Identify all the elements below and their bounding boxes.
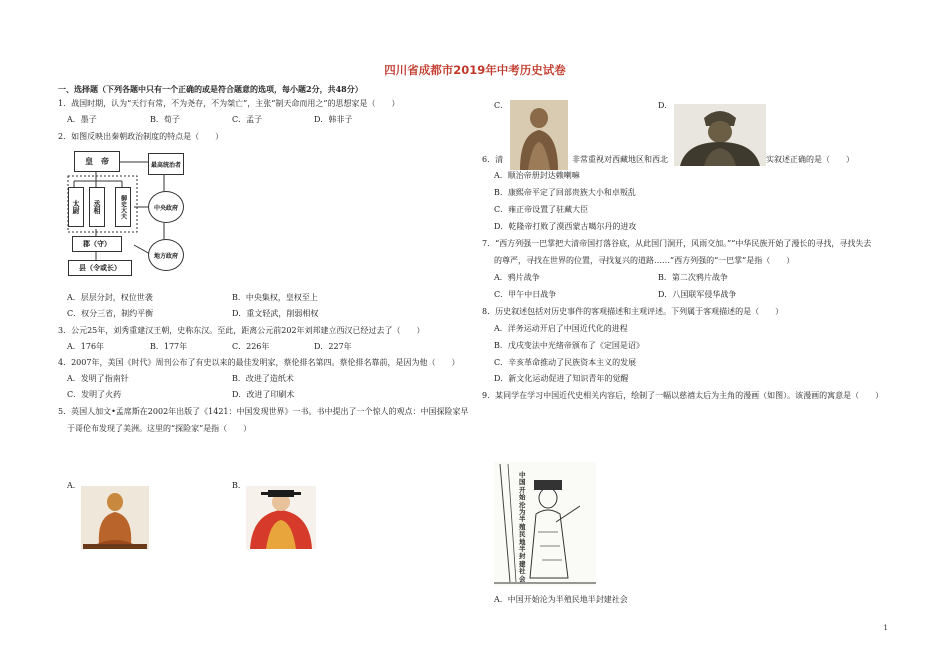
statue-figure-image <box>510 100 568 170</box>
q5-stem-line1: 5．英国人加文•孟席斯在2002年出版了《1421：中国发现世界》一书。书中提出了一个惊人的观点：中国探险家早 <box>58 407 469 416</box>
q3-option-a: A．176年 <box>67 342 105 351</box>
section-heading: 一、选择题（下列各题中只有一个正确的或是符合题意的选项，每小题2分，共48分） <box>58 84 363 94</box>
diagram-supreme-ruler: 最高统治者 <box>148 153 184 175</box>
q3-option-c: C．226年 <box>232 342 270 351</box>
q1-option-b: B．荀子 <box>150 115 180 124</box>
cartoon-caption: 中国开始沦为半殖民地半封建社会 <box>519 471 526 583</box>
q7-stem-line1: 7．“西方列强一巴掌把大清帝国打落谷底，从此国门洞开，风雨交加。”“中华民族开始了漫长的寻找，寻找失去 <box>482 239 872 248</box>
diagram-central-government: 中央政府 <box>148 191 184 223</box>
q1-option-d: D．韩非子 <box>314 115 353 124</box>
q2-option-a: A．层层分封，权位世袭 <box>67 293 153 302</box>
q2-option-d: D．重文轻武，削弱相权 <box>232 309 319 318</box>
q7-option-b: B．第二次鸦片战争 <box>658 273 728 282</box>
q8-option-a: A．洋务运动开启了中国近代化的进程 <box>494 324 628 333</box>
seated-statue-image <box>81 486 149 549</box>
q4-option-c: C．发明了火药 <box>67 390 122 399</box>
diagram-local-government: 地方政府 <box>148 239 184 271</box>
q6-option-a: A．顺治帝册封达赖喇嘛 <box>494 171 580 180</box>
q6-option-c: C．雍正帝设置了驻藏大臣 <box>494 205 589 214</box>
diagram-junshou: 郡（守） <box>72 236 122 252</box>
q7-option-d: D．八国联军侵华战争 <box>658 290 737 299</box>
q8-stem: 8．历史叙述包括对历史事件的客观描述和主观评述。下列属于客观描述的是（ ） <box>482 307 784 316</box>
qin-political-diagram <box>66 147 191 281</box>
q3-stem: 3．公元25年，刘秀重建汉王朝，史称东汉。至此，距离公元前202年刘邦建立西汉已经过去了（ ） <box>58 326 425 335</box>
q7-option-c: C．甲午中日战争 <box>494 290 557 299</box>
q5-option-c-label: C． <box>494 101 509 110</box>
q3-option-b: B．177年 <box>150 342 188 351</box>
warrior-statue-image <box>674 104 766 166</box>
cixi-cartoon-drawing <box>494 462 596 586</box>
q3-option-d: D．227年 <box>314 342 352 351</box>
q5-option-b-label: B． <box>232 481 246 490</box>
q9-cartoon-image <box>494 462 596 586</box>
q8-option-b: B．戊戌变法中光绪帝颁布了《定国是诏》 <box>494 341 644 350</box>
q1-stem: 1．战国时期，认为“天行有常，不为尧存，不为桀亡”，主张“制天命而用之”的思想家是（ ） <box>58 99 400 108</box>
diagram-yushidafu: 御史大夫 <box>115 187 131 227</box>
q5-option-b-image <box>246 486 316 549</box>
q6-stem-prefix: 6．清 <box>482 155 504 164</box>
q2-option-c: C．权分三省，制约平衡 <box>67 309 154 318</box>
q8-option-d: D．新文化运动促进了知识青年的觉醒 <box>494 374 629 383</box>
q2-option-b: B．中央集权，皇权至上 <box>232 293 318 302</box>
q4-option-a: A．发明了指南针 <box>67 374 129 383</box>
diagram-xianling: 县（令或长） <box>68 260 132 276</box>
q5-option-a-image <box>81 486 149 549</box>
q7-stem-line2: 的尊严，寻找在世界的位置，寻找复兴的道路……”西方列强的“一巴掌”是指（ ） <box>494 256 795 265</box>
q9-stem: 9．某同学在学习中国近代史相关内容后，绘制了一幅以慈禧太后为主角的漫画（如图）。该漫画的寓意是（ ） <box>482 391 884 400</box>
page-number: 1 <box>883 624 888 632</box>
q6-option-d: D．乾隆帝打败了漠西蒙古噶尔丹的进攻 <box>494 222 637 231</box>
q1-option-a: A．墨子 <box>67 115 97 124</box>
q5-stem-line2: 于哥伦布发现了美洲。这里的“探险家”是指（ ） <box>67 424 252 433</box>
q9-option-a: A．中国开始沦为半殖民地半封建社会 <box>494 595 628 604</box>
q1-option-c: C．孟子 <box>232 115 263 124</box>
q5-option-d-label: D． <box>658 101 673 110</box>
zhenghe-portrait-image <box>246 486 316 549</box>
diagram-emperor: 皇 帝 <box>74 151 120 172</box>
diagram-taiwei: 太尉 <box>68 187 84 227</box>
q4-option-b: B．改进了造纸术 <box>232 374 294 383</box>
q8-option-c: C．辛亥革命推动了民族资本主义的发展 <box>494 358 637 367</box>
q5-option-c-image <box>510 100 568 170</box>
q4-option-d: D．改进了印刷术 <box>232 390 295 399</box>
q2-stem: 2．如图反映出秦朝政治制度的特点是（ ） <box>58 132 224 141</box>
q6-stem-end: 实叙述正确的是（ ） <box>766 155 854 164</box>
q4-stem: 4．2007年，美国《时代》周刊公布了有史以来的最佳发明家，蔡伦排名第四。蔡伦排名靠前，是因为他（ ） <box>58 358 460 367</box>
q5-option-d-image <box>674 104 766 166</box>
diagram-chengxiang: 丞相 <box>89 187 105 227</box>
q7-option-a: A．鸦片战争 <box>494 273 540 282</box>
page-title: 四川省成都市2019年中考历史试卷 <box>384 63 566 77</box>
q6-option-b: B．康熙帝平定了回部贵族大小和卓叛乱 <box>494 188 636 197</box>
q6-stem-middle: 非常重视对西藏地区和西北 <box>572 155 668 164</box>
q5-option-a-label: A． <box>67 481 81 490</box>
